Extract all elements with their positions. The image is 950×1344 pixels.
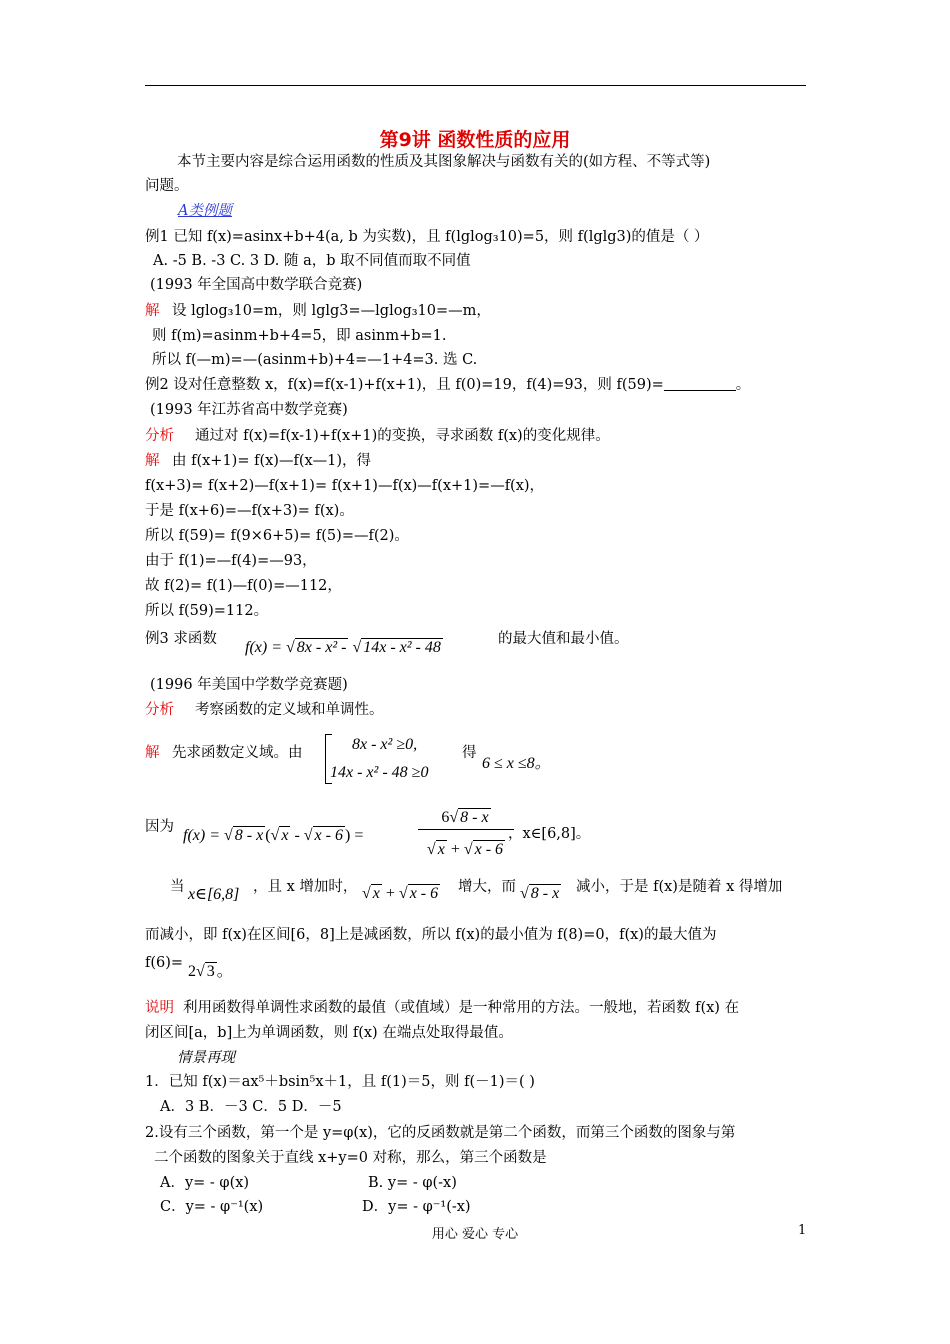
ex2-question-text: 例2 设对任意整数 x，f(x)=f(x-1)+f(x+1)，且 f(0)=19，f(4)=93，则 f(59)= <box>145 377 664 393</box>
because-label: 因为 <box>145 819 174 835</box>
fraction-numerator: 6√ 8 - x <box>418 808 514 830</box>
para-text: 增大，而 <box>458 879 516 895</box>
intro-line-2: 问题。 <box>145 178 189 194</box>
para-text: f(6)= <box>145 955 184 971</box>
ex1-solution-line: 所以 f(—m)=—(asinm+b)+4=—1+4=3. 选 C. <box>152 352 478 368</box>
ex1-solution-line: 设 lglog₃10=m，则 lglg3=—lglog₃10=—m， <box>172 303 491 319</box>
ex2-solution-line: 故 f(2)= f(1)—f(0)=—112， <box>145 578 342 594</box>
para-text: 当 <box>170 879 185 895</box>
q2-line-1: 2.设有三个函数，第一个是 y=φ(x)，它的反函数就是第二个函数，而第三个函数的图象与第 <box>145 1125 736 1141</box>
scene-heading: 情景再现 <box>177 1050 235 1066</box>
max-value: 2√ 3 。 <box>188 963 233 980</box>
ex3-formula-2: f(x) = √ 8 - x (√ x - √ x - 6 ) = <box>183 827 364 844</box>
para-text: 减小，于是 f(x)是随着 x 得增加 <box>576 879 783 895</box>
note-line-1: 利用函数得单调性求函数的最值（或值域）是一种常用的方法。一般地，若函数 f(x) 在 <box>183 1000 740 1016</box>
ex2-source: (1993 年江苏省高中数学竞赛) <box>150 402 348 418</box>
ex2-solution-label: 解 <box>145 453 160 469</box>
ex2-analysis: 通过对 f(x)=f(x-1)+f(x+1)的变换，寻求函数 f(x)的变化规律。 <box>195 428 610 444</box>
system-line-1: 8x - x² ≥0, <box>352 736 418 753</box>
page-number: 1 <box>798 1223 807 1238</box>
system-line-2: 14x - x² - 48 ≥0 <box>330 764 429 781</box>
ex1-solution-label: 解 <box>145 303 160 319</box>
ex2-analysis-label: 分析 <box>145 428 174 444</box>
para-text: 而减小，即 f(x)在区间[6，8]上是减函数，所以 f(x)的最小值为 f(8)=0，f(x)的最大值为 <box>145 927 717 943</box>
footer-text: 用心 爱心 专心 <box>431 1227 519 1242</box>
q1-text: 1．已知 f(x)＝ax⁵＋bsin⁵x＋1，且 f(1)＝5，则 f(－1)＝( ) <box>145 1074 535 1090</box>
ex3-question: 例3 求函数 <box>145 631 217 647</box>
header-rule <box>145 85 806 86</box>
answer-blank <box>664 376 736 391</box>
increasing-expr: √ x + √ x - 6 <box>362 885 439 902</box>
note-line-2: 闭区间[a，b]上为单调函数，则 f(x) 在端点处取得最值。 <box>145 1025 513 1041</box>
ex2-question <box>145 376 750 394</box>
q2-option-c: C．y= - φ⁻¹(x) <box>160 1199 264 1215</box>
ex3-analysis: 考察函数的定义域和单调性。 <box>195 702 384 718</box>
ex3-formula: f(x) = √ 8x - x² - √ 14x - x² - 48 <box>245 639 441 656</box>
ex2-solution-line: f(x+3)= f(x+2)—f(x+1)= f(x+1)—f(x)—f(x+1)=—f(x)， <box>145 478 545 494</box>
q2-option-a: A．y= - φ(x) <box>160 1175 250 1191</box>
ex1-question: 例1 已知 f(x)=asinx+b+4(a, b 为实数)，且 f(lglog₃10)=5，则 f(lglg3)的值是（ ） <box>145 229 709 245</box>
section-a-link[interactable]: A类例题 <box>178 203 232 219</box>
ex2-solution-line: 于是 f(x+6)=—f(x+3)= f(x)。 <box>145 503 354 519</box>
ex2-solution-line: 由于 f(1)=—f(4)=—93， <box>145 553 317 569</box>
para-text: ，且 x 增加时， <box>253 879 358 895</box>
ex2-solution-line: 所以 f(59)= f(9×6+5)= f(5)=—f(2)。 <box>145 528 409 544</box>
intro-line-1: 本节主要内容是综合运用函数的性质及其图象解决与函数有关的(如方程、不等式等) <box>177 154 711 170</box>
ex3-analysis-label: 分析 <box>145 702 174 718</box>
q2-line-2: 二个函数的图象关于直线 x+y=0 对称，那么，第三个函数是 <box>154 1150 547 1166</box>
ex3-solution-line: 先求函数定义域。由 <box>172 745 303 761</box>
ex2-solution-line: 所以 f(59)=112。 <box>145 603 269 619</box>
q2-option-d: D．y= - φ⁻¹(-x) <box>362 1199 471 1215</box>
ex3-solution-mid: 得 <box>462 745 477 761</box>
domain-expr: x∈[6,8] <box>188 886 240 903</box>
note-label: 说明 <box>145 1000 174 1016</box>
ex1-source: (1993 年全国高中数学联合竞赛) <box>150 277 363 293</box>
ex3-formula-2-end: ，x∈[6,8]。 <box>508 826 591 842</box>
q1-options: A．3 B．－3 C．5 D．－5 <box>160 1099 342 1115</box>
ex1-solution-line: 则 f(m)=asinm+b+4=5，即 asinm+b=1. <box>152 328 447 344</box>
ex3-source: (1996 年美国中学数学竞赛题) <box>150 677 348 693</box>
ex1-options: A. -5 B. -3 C. 3 D. 随 a，b 取不同值而取不同值 <box>153 253 471 269</box>
decreasing-expr: √ 8 - x <box>520 885 560 902</box>
q2-option-b: B. y= - φ(-x) <box>368 1175 457 1191</box>
ex3-solution-label: 解 <box>145 745 160 761</box>
domain-result: 6 ≤ x ≤8。 <box>482 755 551 772</box>
ex2-question-end: 。 <box>735 377 751 393</box>
page-title: 第9讲 函数性质的应用 <box>379 129 571 151</box>
ex2-solution-line: 由 f(x+1)= f(x)—f(x—1)，得 <box>172 453 372 469</box>
ex3-question-end: 的最大值和最小值。 <box>498 631 629 647</box>
fraction-denominator: √ x + √ x - 6 <box>426 841 504 858</box>
